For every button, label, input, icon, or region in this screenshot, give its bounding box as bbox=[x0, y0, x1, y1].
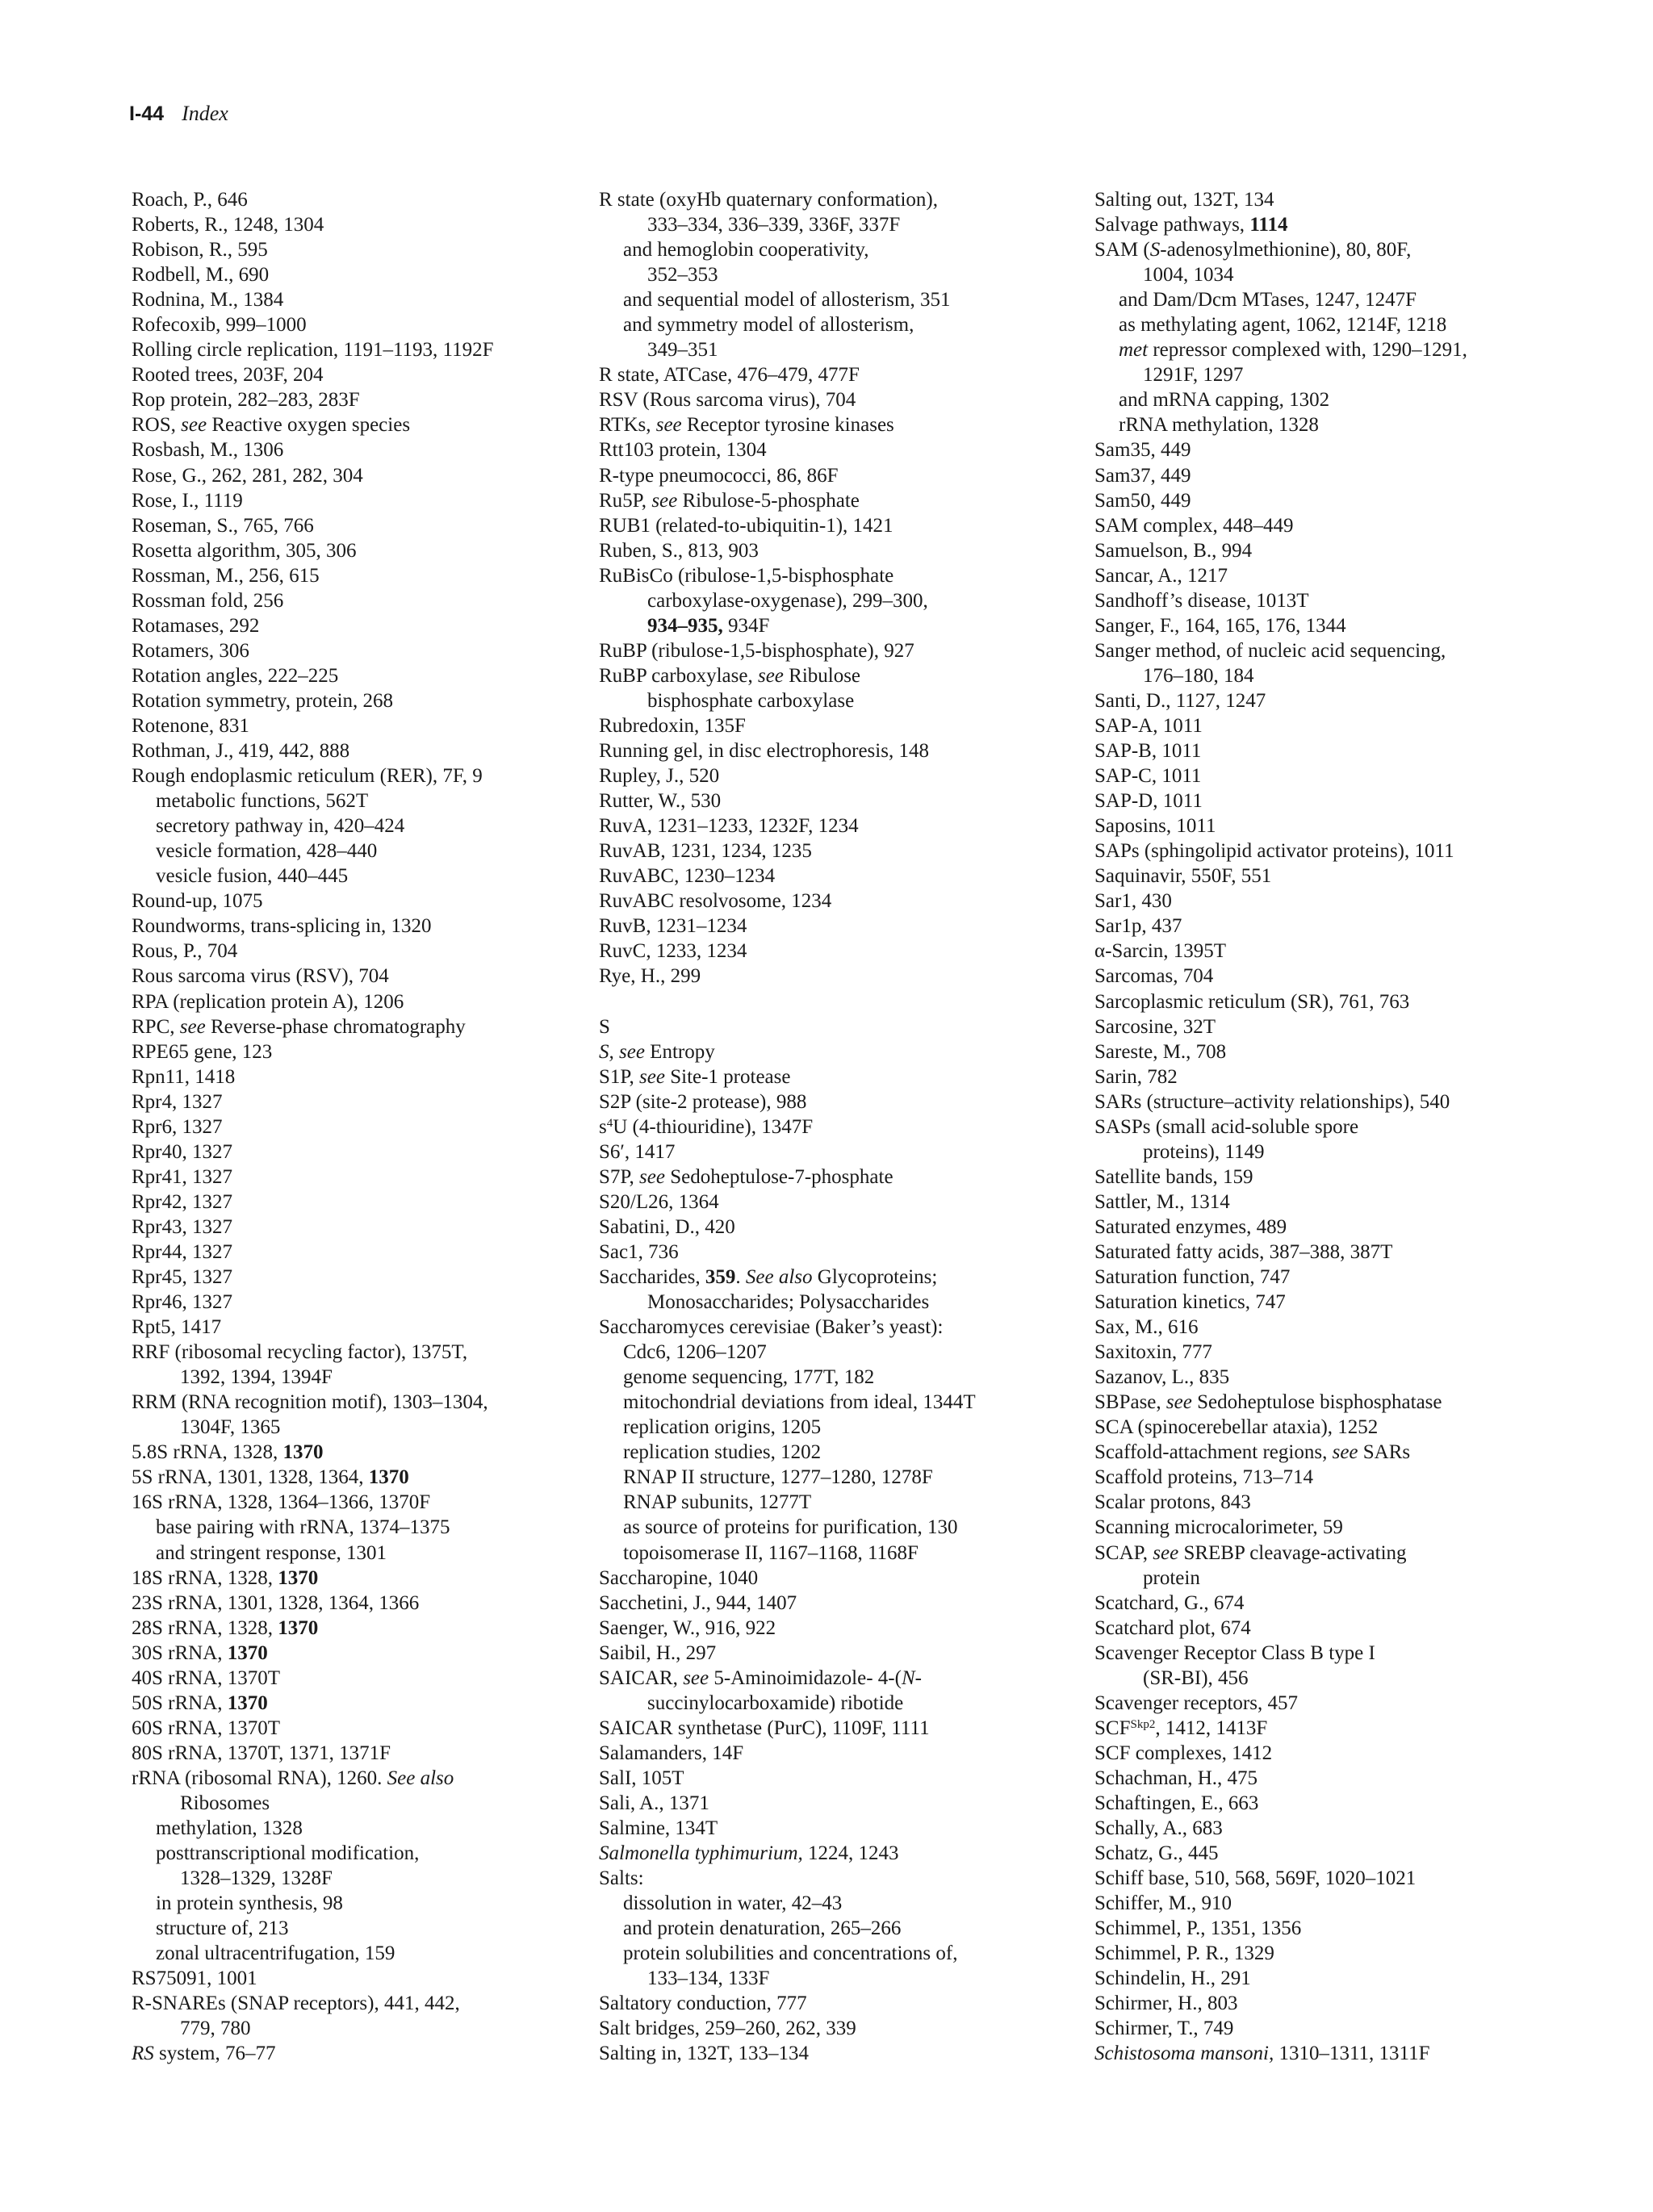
index-entry: Roberts, R., 1248, 1304 bbox=[132, 214, 324, 236]
index-entry: SBPase, see Sedoheptulose bisphosphatase bbox=[1094, 1391, 1442, 1414]
index-subentry: metabolic functions, 562T bbox=[156, 790, 369, 813]
index-entry: Rpt5, 1417 bbox=[132, 1316, 222, 1339]
index-entry: Sam50, 449 bbox=[1094, 489, 1191, 512]
index-entry-continuation: 1004, 1034 bbox=[1143, 264, 1234, 286]
index-entry: Sarcoplasmic reticulum (SR), 761, 763 bbox=[1094, 990, 1410, 1013]
index-entry: Salting out, 132T, 134 bbox=[1094, 189, 1274, 211]
index-entry: Schimmel, P. R., 1329 bbox=[1094, 1942, 1274, 1965]
index-entry-continuation: 779, 780 bbox=[180, 2018, 251, 2040]
index-subentry: and hemoglobin cooperativity, bbox=[623, 239, 869, 261]
index-subentry: replication origins, 1205 bbox=[623, 1416, 822, 1439]
index-entry: Rooted trees, 203F, 204 bbox=[132, 364, 324, 387]
index-entry: SCF complexes, 1412 bbox=[1094, 1742, 1273, 1764]
index-entry-continuation: 176–180, 184 bbox=[1143, 664, 1254, 687]
index-subentry: Cdc6, 1206–1207 bbox=[623, 1341, 767, 1364]
index-entry: Sanger, F., 164, 165, 176, 1344 bbox=[1094, 614, 1346, 637]
index-entry: Schally, A., 683 bbox=[1094, 1817, 1223, 1840]
index-subentry: and Dam/Dcm MTases, 1247, 1247F bbox=[1119, 289, 1417, 312]
index-entry: Sarcomas, 704 bbox=[1094, 965, 1214, 988]
index-entry: Rpn11, 1418 bbox=[132, 1065, 236, 1088]
index-column-3 bbox=[1094, 187, 1546, 2067]
index-entry: S2P (site-2 protease), 988 bbox=[599, 1090, 807, 1113]
index-entry: Scalar protons, 843 bbox=[1094, 1491, 1251, 1514]
index-subentry: and sequential model of allosterism, 351 bbox=[623, 289, 951, 312]
index-entry: Saturation function, 747 bbox=[1094, 1266, 1291, 1289]
index-subentry: RNAP subunits, 1277T bbox=[623, 1491, 812, 1514]
index-entry-continuation: 1392, 1394, 1394F bbox=[180, 1366, 333, 1389]
index-subentry: and protein denaturation, 265–266 bbox=[623, 1917, 902, 1940]
index-entry: Rotamers, 306 bbox=[132, 639, 249, 662]
index-entry: 30S rRNA, 1370 bbox=[132, 1641, 268, 1664]
index-subentry: protein solubilities and concentrations of, bbox=[623, 1942, 958, 1965]
index-entry: Rpr6, 1327 bbox=[132, 1115, 223, 1138]
index-entry: Schirmer, H., 803 bbox=[1094, 1992, 1238, 2015]
index-entry: SAICAR, see 5-Aminoimidazole- 4-(N- bbox=[599, 1666, 922, 1689]
index-entry: α-Sarcin, 1395T bbox=[1094, 940, 1227, 963]
index-entry: Schiff base, 510, 568, 569F, 1020–1021 bbox=[1094, 1867, 1417, 1890]
index-entry: Sandhoff’s disease, 1013T bbox=[1094, 589, 1309, 612]
index-entry: 5.8S rRNA, 1328, 1370 bbox=[132, 1441, 324, 1464]
index-entry: Rupley, J., 520 bbox=[599, 765, 720, 788]
index-entry: R-SNAREs (SNAP receptors), 441, 442, bbox=[132, 1992, 460, 2015]
index-entry: RuBP (ribulose-1,5-bisphosphate), 927 bbox=[599, 639, 914, 662]
index-entry: Schimmel, P., 1351, 1356 bbox=[1094, 1917, 1302, 1940]
index-entry: Samuelson, B., 994 bbox=[1094, 539, 1253, 562]
index-entry: Salamanders, 14F bbox=[599, 1742, 744, 1764]
index-entry: Sam35, 449 bbox=[1094, 439, 1191, 462]
index-entry-continuation: succinylocarboxamide) ribotide bbox=[647, 1691, 904, 1714]
index-entry: S, see Entropy bbox=[599, 1040, 715, 1063]
index-entry-continuation: Monosaccharides; Polysaccharides bbox=[647, 1291, 930, 1314]
index-subentry: replication studies, 1202 bbox=[623, 1441, 822, 1464]
index-entry: Saquinavir, 550F, 551 bbox=[1094, 865, 1272, 888]
index-entry: Rossman, M., 256, 615 bbox=[132, 564, 320, 587]
index-entry: Sanger method, of nucleic acid sequencing, bbox=[1094, 639, 1446, 662]
index-entry: Rop protein, 282–283, 283F bbox=[132, 389, 360, 412]
index-subentry: zonal ultracentrifugation, 159 bbox=[156, 1942, 395, 1965]
index-entry: Rose, G., 262, 281, 282, 304 bbox=[132, 464, 363, 487]
index-entry: SAP-B, 1011 bbox=[1094, 740, 1202, 763]
index-subentry: RNAP II structure, 1277–1280, 1278F bbox=[623, 1466, 933, 1489]
index-entry: Scaffold-attachment regions, see SARs bbox=[1094, 1441, 1411, 1464]
index-subentry: and stringent response, 1301 bbox=[156, 1541, 387, 1564]
index-entry: 80S rRNA, 1370T, 1371, 1371F bbox=[132, 1742, 391, 1764]
index-entry: SARs (structure–activity relationships), 540 bbox=[1094, 1090, 1450, 1113]
index-subentry-continuation: 352–353 bbox=[647, 264, 718, 286]
index-entry: Schachman, H., 475 bbox=[1094, 1767, 1258, 1789]
index-entry: RUB1 (related-to-ubiquitin-1), 1421 bbox=[599, 514, 893, 537]
index-entry: RPC, see Reverse-phase chromatography bbox=[132, 1015, 466, 1038]
index-entry: Saturated enzymes, 489 bbox=[1094, 1215, 1287, 1238]
index-entry: Rutter, W., 530 bbox=[599, 790, 722, 813]
index-entry: Satellite bands, 159 bbox=[1094, 1165, 1253, 1188]
index-column-1 bbox=[132, 187, 584, 2067]
index-entry-continuation: bisphosphate carboxylase bbox=[647, 689, 855, 712]
index-entry: Rolling circle replication, 1191–1193, 1192F bbox=[132, 339, 494, 362]
index-entry: R state, ATCase, 476–479, 477F bbox=[599, 364, 860, 387]
index-entry-continuation: proteins), 1149 bbox=[1143, 1140, 1265, 1163]
index-entry: Rous sarcoma virus (RSV), 704 bbox=[132, 965, 389, 988]
index-entry: Rothman, J., 419, 442, 888 bbox=[132, 740, 350, 763]
index-entry-continuation: protein bbox=[1143, 1566, 1200, 1589]
index-entry: rRNA (ribosomal RNA), 1260. See also bbox=[132, 1767, 454, 1789]
index-entry: R state (oxyHb quaternary conformation), bbox=[599, 189, 939, 211]
index-entry: Sali, A., 1371 bbox=[599, 1792, 709, 1814]
index-entry: SAP-C, 1011 bbox=[1094, 765, 1202, 788]
index-entry: Salts: bbox=[599, 1867, 644, 1890]
index-entry: Salting in, 132T, 133–134 bbox=[599, 2043, 809, 2065]
index-entry: Sabatini, D., 420 bbox=[599, 1215, 735, 1238]
index-entry: Scanning microcalorimeter, 59 bbox=[1094, 1516, 1343, 1539]
index-entry: Rosbash, M., 1306 bbox=[132, 439, 284, 462]
index-subentry: as source of proteins for purification, 130 bbox=[623, 1516, 958, 1539]
index-entry: SAM (S-adenosylmethionine), 80, 80F, bbox=[1094, 239, 1412, 261]
index-entry: Salmonella typhimurium, 1224, 1243 bbox=[599, 1842, 899, 1865]
index-entry: 50S rRNA, 1370 bbox=[132, 1691, 268, 1714]
index-subentry: base pairing with rRNA, 1374–1375 bbox=[156, 1516, 450, 1539]
index-entry: Roach, P., 646 bbox=[132, 189, 248, 211]
index-entry: Rous, P., 704 bbox=[132, 940, 238, 963]
index-subentry: dissolution in water, 42–43 bbox=[623, 1892, 843, 1915]
index-entry: Saxitoxin, 777 bbox=[1094, 1341, 1212, 1364]
index-entry: Rodnina, M., 1384 bbox=[132, 289, 284, 312]
index-entry: RSV (Rous sarcoma virus), 704 bbox=[599, 389, 856, 412]
index-entry: SAM complex, 448–449 bbox=[1094, 514, 1294, 537]
index-entry: 60S rRNA, 1370T bbox=[132, 1716, 281, 1739]
index-entry: Rough endoplasmic reticulum (RER), 7F, 9 bbox=[132, 765, 483, 788]
index-entry: Rpr44, 1327 bbox=[132, 1240, 232, 1263]
index-entry: Scatchard, G., 674 bbox=[1094, 1591, 1245, 1614]
index-entry: SalI, 105T bbox=[599, 1767, 684, 1789]
index-subentry-continuation: 1328–1329, 1328F bbox=[180, 1867, 333, 1890]
index-entry: Roseman, S., 765, 766 bbox=[132, 514, 314, 537]
index-entry: Saltatory conduction, 777 bbox=[599, 1992, 807, 2015]
index-entry: Saccharopine, 1040 bbox=[599, 1566, 759, 1589]
index-entry: RuvABC, 1230–1234 bbox=[599, 865, 776, 888]
index-entry-continuation: 1304F, 1365 bbox=[180, 1416, 281, 1439]
index-subentry: rRNA methylation, 1328 bbox=[1119, 414, 1319, 437]
index-entry: 16S rRNA, 1328, 1364–1366, 1370F bbox=[132, 1491, 431, 1514]
index-entry: Rpr41, 1327 bbox=[132, 1165, 232, 1188]
index-entry: 5S rRNA, 1301, 1328, 1364, 1370 bbox=[132, 1466, 409, 1489]
index-subentry: as methylating agent, 1062, 1214F, 1218 bbox=[1119, 314, 1447, 337]
index-entry: Rubredoxin, 135F bbox=[599, 714, 746, 737]
index-entry: RuBP carboxylase, see Ribulose bbox=[599, 664, 861, 687]
index-subentry: methylation, 1328 bbox=[156, 1817, 303, 1840]
index-entry: Rose, I., 1119 bbox=[132, 489, 243, 512]
index-subentry: secretory pathway in, 420–424 bbox=[156, 815, 405, 838]
index-entry: Schatz, G., 445 bbox=[1094, 1842, 1219, 1865]
index-entry: RuvC, 1233, 1234 bbox=[599, 940, 747, 963]
index-subentry: topoisomerase II, 1167–1168, 1168F bbox=[623, 1541, 919, 1564]
index-subentry-continuation: 1291F, 1297 bbox=[1143, 364, 1244, 387]
index-entry: Round-up, 1075 bbox=[132, 890, 263, 913]
index-entry: 28S rRNA, 1328, 1370 bbox=[132, 1616, 319, 1639]
index-entry: Saccharomyces cerevisiae (Baker’s yeast): bbox=[599, 1316, 944, 1339]
index-entry: Rotation angles, 222–225 bbox=[132, 664, 339, 687]
index-subentry-continuation: 349–351 bbox=[647, 339, 718, 362]
index-entry: Schiffer, M., 910 bbox=[1094, 1892, 1232, 1915]
index-entry: RS system, 76–77 bbox=[132, 2043, 276, 2065]
index-entry: SCAP, see SREBP cleavage-activating bbox=[1094, 1541, 1407, 1564]
index-entry: Sancar, A., 1217 bbox=[1094, 564, 1228, 587]
index-entry-continuation: carboxylase-oxygenase), 299–300, bbox=[647, 589, 928, 612]
index-entry: Saposins, 1011 bbox=[1094, 815, 1216, 838]
index-entry: SAICAR synthetase (PurC), 1109F, 1111 bbox=[599, 1716, 930, 1739]
page-title: Index bbox=[182, 102, 228, 125]
index-entry: Saturated fatty acids, 387–388, 387T bbox=[1094, 1240, 1393, 1263]
index-entry: Rotamases, 292 bbox=[132, 614, 260, 637]
index-entry: Running gel, in disc electrophoresis, 148 bbox=[599, 740, 929, 763]
index-entry: Salmine, 134T bbox=[599, 1817, 718, 1840]
index-entry-continuation: Ribosomes bbox=[180, 1792, 270, 1814]
index-entry: Sazanov, L., 835 bbox=[1094, 1366, 1230, 1389]
index-entry: SASPs (small acid-soluble spore bbox=[1094, 1115, 1359, 1138]
index-subentry: mitochondrial deviations from ideal, 1344T bbox=[623, 1391, 976, 1414]
running-header bbox=[129, 100, 228, 128]
index-entry: Rpr43, 1327 bbox=[132, 1215, 232, 1238]
index-entry: R-type pneumococci, 86, 86F bbox=[599, 464, 839, 487]
index-entry: RuBisCo (ribulose-1,5-bisphosphate bbox=[599, 564, 894, 587]
index-entry: Rpr42, 1327 bbox=[132, 1190, 232, 1213]
index-entry: Robison, R., 595 bbox=[132, 239, 268, 261]
index-entry: RPA (replication protein A), 1206 bbox=[132, 990, 404, 1013]
index-entry: Rpr46, 1327 bbox=[132, 1291, 232, 1314]
index-entry: Scavenger Receptor Class B type I bbox=[1094, 1641, 1375, 1664]
index-entry: Sac1, 736 bbox=[599, 1240, 679, 1263]
index-entry: Rye, H., 299 bbox=[599, 965, 701, 988]
index-entry: Sacchetini, J., 944, 1407 bbox=[599, 1591, 797, 1614]
index-subentry-continuation: 133–134, 133F bbox=[647, 1967, 770, 1990]
index-entry: Schindelin, H., 291 bbox=[1094, 1967, 1251, 1990]
index-entry: Rotenone, 831 bbox=[132, 714, 249, 737]
index-entry: RRF (ribosomal recycling factor), 1375T, bbox=[132, 1341, 468, 1364]
index-entry: RPE65 gene, 123 bbox=[132, 1040, 273, 1063]
index-subentry: in protein synthesis, 98 bbox=[156, 1892, 343, 1915]
index-entry: Sarin, 782 bbox=[1094, 1065, 1178, 1088]
index-entry: S1P, see Site-1 protease bbox=[599, 1065, 791, 1088]
index-entry: Ruben, S., 813, 903 bbox=[599, 539, 759, 562]
index-entry: Sam37, 449 bbox=[1094, 464, 1191, 487]
index-entry: SAP-A, 1011 bbox=[1094, 714, 1203, 737]
index-entry: Scatchard plot, 674 bbox=[1094, 1616, 1251, 1639]
index-subentry: and mRNA capping, 1302 bbox=[1119, 389, 1330, 412]
index-entry: Saturation kinetics, 747 bbox=[1094, 1291, 1286, 1314]
index-entry: Sar1p, 437 bbox=[1094, 915, 1182, 938]
index-entry: Sattler, M., 1314 bbox=[1094, 1190, 1230, 1213]
index-entry: $s^4U$ (4-thiouridine), 1347F bbox=[599, 1115, 814, 1138]
index-entry: 18S rRNA, 1328, 1370 bbox=[132, 1566, 319, 1589]
index-entry: RuvABC resolvosome, 1234 bbox=[599, 890, 832, 913]
index-entry: Schirmer, T., 749 bbox=[1094, 2018, 1234, 2040]
index-entry: RS75091, 1001 bbox=[132, 1967, 257, 1990]
index-entry: Sax, M., 616 bbox=[1094, 1316, 1199, 1339]
index-subentry: posttranscriptional modification, bbox=[156, 1842, 420, 1865]
section-letter: S bbox=[599, 1015, 610, 1038]
index-subentry: vesicle fusion, 440–445 bbox=[156, 865, 349, 888]
index-entry: S20/L26, 1364 bbox=[599, 1190, 719, 1213]
index-entry: $SCF^{Skp2}$, 1412, 1413F bbox=[1094, 1716, 1268, 1739]
index-subentry: structure of, 213 bbox=[156, 1917, 289, 1940]
index-subentry: vesicle formation, 428–440 bbox=[156, 840, 378, 863]
index-entry: 40S rRNA, 1370T bbox=[132, 1666, 281, 1689]
index-entry: Ru5P, see Ribulose-5-phosphate bbox=[599, 489, 860, 512]
index-entry: 23S rRNA, 1301, 1328, 1364, 1366 bbox=[132, 1591, 420, 1614]
index-entry: Santi, D., 1127, 1247 bbox=[1094, 689, 1266, 712]
index-entry: Schistosoma mansoni, 1310–1311, 1311F bbox=[1094, 2043, 1430, 2065]
index-entry: Sareste, M., 708 bbox=[1094, 1040, 1227, 1063]
index-entry: RuvA, 1231–1233, 1232F, 1234 bbox=[599, 815, 859, 838]
index-entry-continuation: 934–935, 934F bbox=[647, 614, 770, 637]
index-entry: RTKs, see Receptor tyrosine kinases bbox=[599, 414, 894, 437]
index-column-2 bbox=[599, 187, 1067, 2067]
index-entry: Rpr4, 1327 bbox=[132, 1090, 223, 1113]
index-entry: Rofecoxib, 999–1000 bbox=[132, 314, 307, 337]
index-entry: Sarcosine, 32T bbox=[1094, 1015, 1216, 1038]
index-entry: SAPs (sphingolipid activator proteins), 1011 bbox=[1094, 840, 1454, 863]
index-entry: Rosetta algorithm, 305, 306 bbox=[132, 539, 357, 562]
index-entry-continuation: (SR-BI), 456 bbox=[1143, 1666, 1249, 1689]
index-entry: Roundworms, trans-splicing in, 1320 bbox=[132, 915, 432, 938]
index-entry: Rpr45, 1327 bbox=[132, 1266, 232, 1289]
index-entry: Saenger, W., 916, 922 bbox=[599, 1616, 776, 1639]
index-entry: Rpr40, 1327 bbox=[132, 1140, 232, 1163]
index-entry: Saccharides, 359. See also Glycoproteins; bbox=[599, 1266, 938, 1289]
index-entry: Scaffold proteins, 713–714 bbox=[1094, 1466, 1314, 1489]
index-entry: ROS, see Reactive oxygen species bbox=[132, 414, 411, 437]
index-entry: Rtt103 protein, 1304 bbox=[599, 439, 767, 462]
index-entry: Saibil, H., 297 bbox=[599, 1641, 717, 1664]
index-entry: Rotation symmetry, protein, 268 bbox=[132, 689, 394, 712]
index-entry: RRM (RNA recognition motif), 1303–1304, bbox=[132, 1391, 488, 1414]
index-entry: Scavenger receptors, 457 bbox=[1094, 1691, 1298, 1714]
index-subentry: met repressor complexed with, 1290–1291, bbox=[1119, 339, 1467, 362]
index-entry: Schaftingen, E., 663 bbox=[1094, 1792, 1259, 1814]
index-entry: S7P, see Sedoheptulose-7-phosphate bbox=[599, 1165, 893, 1188]
index-subentry: genome sequencing, 177T, 182 bbox=[623, 1366, 875, 1389]
index-entry: Salt bridges, 259–260, 262, 339 bbox=[599, 2018, 856, 2040]
index-entry-continuation: 333–334, 336–339, 336F, 337F bbox=[647, 214, 901, 236]
index-entry: Sar1, 430 bbox=[1094, 890, 1172, 913]
index-entry: S6′, 1417 bbox=[599, 1140, 676, 1163]
page-number: I-44 bbox=[129, 102, 165, 125]
index-subentry: and symmetry model of allosterism, bbox=[623, 314, 914, 337]
index-entry: RuvAB, 1231, 1234, 1235 bbox=[599, 840, 812, 863]
index-entry: SAP-D, 1011 bbox=[1094, 790, 1203, 813]
index-entry: Rodbell, M., 690 bbox=[132, 264, 270, 286]
index-entry: Salvage pathways, 1114 bbox=[1094, 214, 1288, 236]
section-spacer bbox=[599, 989, 1067, 1014]
index-entry: Rossman fold, 256 bbox=[132, 589, 284, 612]
index-entry: RuvB, 1231–1234 bbox=[599, 915, 747, 938]
index-entry: SCA (spinocerebellar ataxia), 1252 bbox=[1094, 1416, 1379, 1439]
